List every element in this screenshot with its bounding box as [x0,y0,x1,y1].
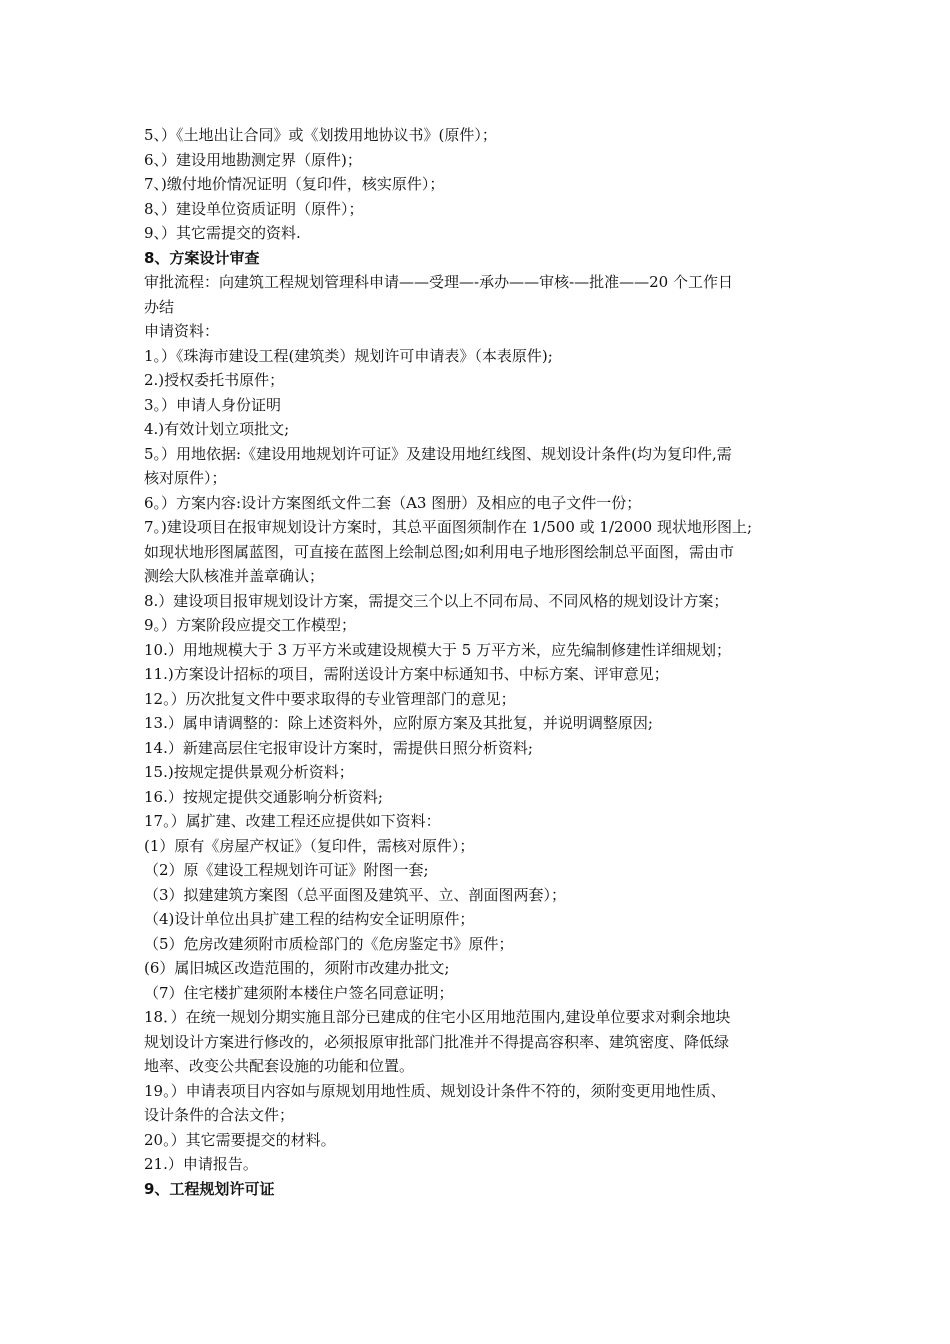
text-line: 10.）用地规模大于 3 万平方米或建设规模大于 5 万平方米，应先编制修建性详细规划； [144,640,732,659]
text-line: 测绘大队核准并盖章确认； [144,567,325,585]
text-line: （4)设计单位出具扩建工程的结构安全证明原件； [144,910,475,928]
text-line: 13.）属申请调整的：除上述资料外，应附原方案及其批复，并说明调整原因; [144,714,653,732]
text-line: 4.)有效计划立项批文; [144,420,290,438]
text-line: 8.）建设项目报审规划设计方案，需提交三个以上不同布局、不同风格的规划设计方案； [144,591,729,610]
text-line: 9、）其它需提交的资料. [144,224,301,242]
text-line: 9。）方案阶段应提交工作模型； [144,616,357,634]
text-line: 19。）申请表项目内容如与原规划用地性质、规划设计条件不符的，须附变更用地性质、 [144,1081,726,1100]
text-line: 11.)方案设计招标的项目，需附送设计方案中标通知书、中标方案、评审意见； [144,665,669,683]
text-line: 规划设计方案进行修改的，必须报原审批部门批准并不得提高容积率、建筑密度、降低绿 [144,1032,730,1051]
text-line: (6）属旧城区改造范围的，须附市改建办批文; [144,959,450,977]
text-line: 21.）申请报告。 [144,1155,258,1173]
text-line: 3。）申请人身份证明 [144,395,282,414]
text-line: 15.)按规定提供景观分析资料； [144,763,354,781]
text-line: （2）原《建设工程规划许可证》附图一套; [144,861,429,879]
text-line: 7、)缴付地价情况证明（复印件，核实原件）； [144,175,445,193]
text-line: (1）原有《房屋产权证》（复印件，需核对原件）； [144,836,475,855]
text-line: 核对原件）； [144,469,227,487]
text-line: 12。）历次批复文件中要求取得的专业管理部门的意见； [144,689,516,708]
text-line: 如现状地形图属蓝图，可直接在蓝图上绘制总图;如利用电子地形图绘制总平面图，需由市 [144,542,735,561]
text-line: 1。）《珠海市建设工程(建筑类）规划许可申请表》（本表原件); [144,346,553,365]
text-line: 16.）按规定提供交通影响分析资料; [144,787,383,806]
section-heading: 8、方案设计审查 [144,248,260,267]
text-line: 18．）在统一规划分期实施且部分已建成的住宅小区用地范围内,建设单位要求对剩余地块 [144,1008,731,1026]
text-line: （7）住宅楼扩建须附本楼住户签名同意证明； [144,983,454,1002]
text-line: 5、）《土地出让合同》或《划拨用地协议书》(原件）； [144,126,497,144]
text-line: 地率、改变公共配套设施的功能和位置。 [144,1057,415,1075]
text-line: 审批流程：向建筑工程规划管理科申请——受理—-承办——审核-—批准——20 个工作日 [144,273,733,291]
section-heading: 9、工程规划许可证 [144,1179,275,1198]
text-line: 5。）用地依据:《建设用地规划许可证》及建设用地红线图、规划设计条件(均为复印件,需 [144,444,732,463]
text-line: 6、）建设用地勘测定界（原件)； [144,150,362,169]
text-line: 办结 [144,297,175,316]
text-line: 14.）新建高层住宅报审设计方案时，需提供日照分析资料; [144,738,533,757]
text-line: 17。）属扩建、改建工程还应提供如下资料： [144,812,441,830]
text-line: 20。）其它需要提交的材料。 [144,1130,336,1149]
text-line: （5）危房改建须附市质检部门的《危房鉴定书》原件； [144,934,514,953]
text-line: （3）拟建建筑方案图（总平面图及建筑平、立、剖面图两套）； [144,885,567,904]
text-line: 申请资料： [144,322,220,340]
text-line: 8、）建设单位资质证明（原件）； [144,199,364,218]
text-line: 2.)授权委托书原件； [144,371,285,389]
text-line: 7。)建设项目在报审规划设计方案时，其总平面图须制作在 1/500 或 1/2000 现状地形图上; [144,518,753,536]
text-line: 6。）方案内容:设计方案图纸文件二套（A3 图册）及相应的电子文件一份； [144,493,642,512]
document-body [144,123,814,1201]
text-line: 设计条件的合法文件； [144,1106,295,1124]
